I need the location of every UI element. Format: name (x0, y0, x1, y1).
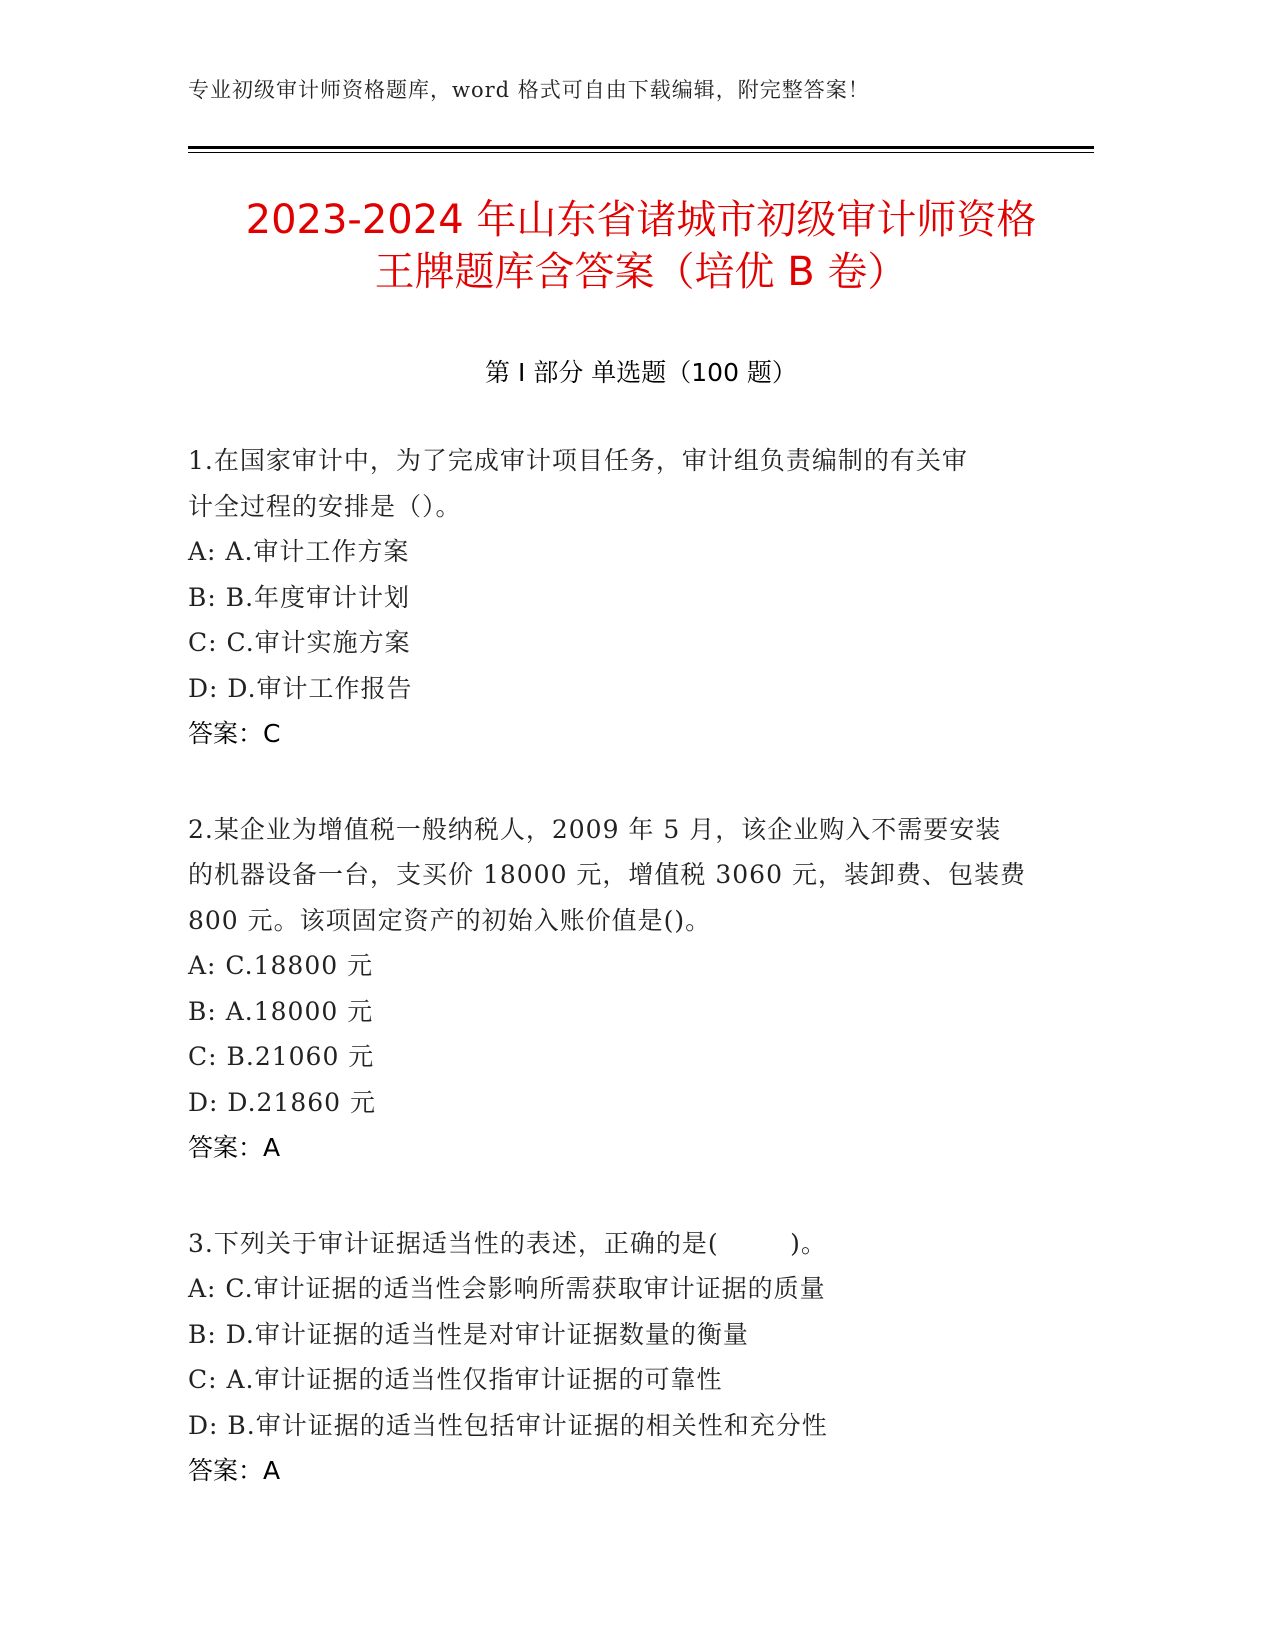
option-b: B: B.年度审计计划 (188, 582, 411, 612)
question-stem-line: 3.下列关于审计证据适当性的表述，正确的是( )。 (188, 1228, 827, 1258)
option-c: C: A.审计证据的适当性仅指审计证据的可靠性 (188, 1365, 723, 1394)
section-heading: 第 I 部分 单选题（100 题） (485, 358, 797, 387)
answer-line: 答案：A (188, 1133, 281, 1162)
question-3 (188, 1221, 1088, 1494)
question-stem-line: 计全过程的安排是（）。 (188, 491, 462, 521)
header-rule-thin (188, 152, 1094, 153)
option-a: A: A.审计工作方案 (188, 537, 410, 566)
question-stem-line: 1.在国家审计中，为了完成审计项目任务，审计组负责编制的有关审 (188, 446, 968, 475)
answer-line: 答案：C (188, 719, 281, 748)
question-1 (188, 438, 1088, 757)
option-a: A: C.审计证据的适当性会影响所需获取审计证据的质量 (188, 1274, 826, 1303)
header-note: 专业初级审计师资格题库，word 格式可自由下载编辑，附完整答案！ (188, 78, 870, 102)
question-2 (188, 807, 1088, 1171)
document-title (188, 194, 1094, 298)
title-line-1: 2023-2024 年山东省诸城市初级审计师资格 (245, 197, 1037, 243)
option-d: D: B.审计证据的适当性包括审计证据的相关性和充分性 (188, 1410, 828, 1440)
question-stem-line: 2.某企业为增值税一般纳税人，2009 年 5 月，该企业购入不需要安装 (188, 814, 1002, 844)
question-list (188, 438, 1088, 1544)
answer-line: 答案：A (188, 1456, 281, 1485)
option-c: C: B.21060 元 (188, 1042, 375, 1071)
option-a: A: C.18800 元 (188, 951, 374, 980)
question-stem-line: 800 元。该项固定资产的初始入账价值是()。 (188, 905, 712, 935)
title-line-2: 王牌题库含答案（培优 B 卷） (374, 249, 908, 295)
header-rule-thick (188, 146, 1094, 149)
option-b: B: A.18000 元 (188, 996, 374, 1026)
option-d: D: D.审计工作报告 (188, 673, 413, 703)
question-stem-line: 的机器设备一台，支买价 18000 元，增值税 3060 元，装卸费、包装费 (188, 860, 1026, 889)
option-b: B: D.审计证据的适当性是对审计证据数量的衡量 (188, 1319, 749, 1349)
option-d: D: D.21860 元 (188, 1087, 376, 1117)
option-c: C: C.审计实施方案 (188, 628, 411, 657)
